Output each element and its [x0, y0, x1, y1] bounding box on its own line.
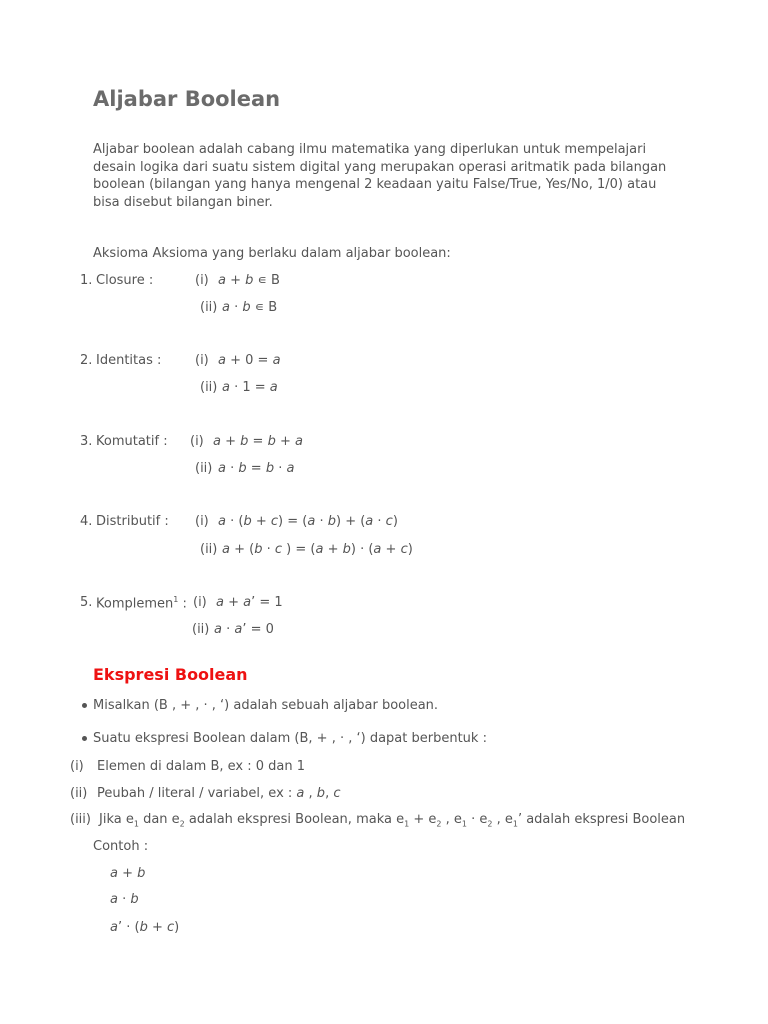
- form-number: (iii): [70, 812, 91, 827]
- subscript: 1: [461, 819, 467, 829]
- axiom-label-i: (i): [195, 353, 209, 368]
- axiom-expression-i: [218, 273, 280, 288]
- form-number: (ii): [70, 786, 88, 801]
- math-variable: a: [315, 542, 324, 557]
- math-variable: a: [272, 353, 281, 368]
- math-text: ∊ B: [250, 300, 278, 315]
- math-variable: a: [218, 353, 226, 368]
- axiom-number: 4.: [80, 514, 93, 529]
- axiom-expression-ii: [222, 300, 277, 315]
- math-text: + (: [229, 542, 255, 557]
- math-variable: b: [137, 866, 146, 881]
- math-variable: b: [245, 273, 254, 288]
- math-text: ·: [262, 542, 275, 557]
- axiom-label-ii: (ii): [200, 300, 218, 315]
- math-text: · 1 =: [229, 380, 270, 395]
- axiom-expression-i: [218, 514, 398, 529]
- math-variable: a: [243, 595, 252, 610]
- math-text: + 0 =: [225, 353, 273, 368]
- axiom-name: [96, 595, 187, 611]
- axiom-name: Identitas :: [96, 353, 162, 368]
- form-text: [97, 786, 340, 801]
- math-text: ’ · (: [117, 920, 140, 935]
- math-text: +: [147, 920, 168, 935]
- math-text: ·: [315, 514, 328, 529]
- axiom-expression-ii: [218, 461, 294, 476]
- math-variable: a: [222, 300, 230, 315]
- example-expression: [110, 892, 139, 907]
- math-variable: c: [385, 514, 393, 529]
- math-variable: a: [222, 380, 230, 395]
- example-label: Contoh :: [93, 839, 149, 854]
- math-text: , e: [441, 812, 462, 827]
- math-variable: a: [110, 866, 118, 881]
- math-variable: a: [218, 461, 226, 476]
- section-heading: Ekspresi Boolean: [93, 665, 248, 684]
- axiom-name: Distributif :: [96, 514, 169, 529]
- math-text: Peubah / literal / variabel, ex :: [97, 786, 297, 801]
- math-variable: a: [213, 434, 221, 449]
- math-text: ·: [117, 892, 131, 907]
- math-text: ) = (: [278, 514, 308, 529]
- bullet-text: Misalkan (B , + , · , ‘) adalah sebuah aljabar boolean.: [93, 698, 439, 713]
- math-variable: a: [296, 786, 305, 801]
- axiom-label-ii: (ii): [200, 542, 218, 557]
- intro-line: boolean (bilangan yang hanya mengenal 2 keadaan yaitu False/True, Yes/No, 1/0) atau: [93, 177, 657, 192]
- subscript: 1: [512, 819, 518, 829]
- math-text: ·: [221, 622, 235, 637]
- math-variable: a: [269, 380, 278, 395]
- math-text: +: [225, 273, 246, 288]
- math-variable: a: [110, 892, 118, 907]
- axiom-label-ii: (ii): [195, 461, 213, 476]
- math-variable: b: [240, 434, 249, 449]
- axiom-name: Closure :: [96, 273, 154, 288]
- math-text: +: [117, 866, 138, 881]
- axiom-label-i: (i): [195, 514, 209, 529]
- math-text: ): [174, 920, 180, 935]
- math-text: +: [323, 542, 343, 557]
- math-variable: a: [222, 542, 230, 557]
- math-variable: b: [254, 542, 263, 557]
- math-variable: a: [373, 542, 382, 557]
- subscript: 2: [436, 819, 442, 829]
- math-text: ·: [225, 461, 239, 476]
- math-variable: a: [365, 514, 374, 529]
- math-variable: b: [267, 434, 276, 449]
- math-variable: a: [307, 514, 316, 529]
- math-text: ,: [304, 786, 317, 801]
- math-text: ) + (: [335, 514, 366, 529]
- intro-line: bisa disebut bilangan biner.: [93, 194, 273, 210]
- footnote-marker: 1: [173, 595, 179, 604]
- math-text: ·: [229, 300, 243, 315]
- math-text: Elemen di dalam B, ex : 0 dan 1: [97, 759, 305, 774]
- math-text: +: [381, 542, 401, 557]
- axiom-name: Komutatif :: [96, 434, 168, 449]
- math-text: ,: [325, 786, 334, 801]
- axiom-expression-i: [218, 353, 281, 368]
- math-variable: a: [214, 622, 222, 637]
- math-variable: a: [110, 920, 118, 935]
- math-text: ) = (: [282, 542, 316, 557]
- example-expression: [110, 920, 179, 935]
- bullet-icon: [82, 703, 87, 708]
- axiom-expression-ii: [222, 542, 413, 557]
- math-variable: b: [139, 920, 148, 935]
- math-variable: b: [316, 786, 326, 801]
- math-text: ’ = 0: [242, 622, 274, 637]
- math-text: Jika e: [99, 812, 134, 827]
- bullet-text: Suatu ekspresi Boolean dalam (B, + , · , ‘) dapat berbentuk :: [93, 731, 487, 746]
- axiom-expression-i: [216, 595, 283, 610]
- math-variable: a: [295, 434, 303, 449]
- math-text: +: [251, 514, 271, 529]
- math-text: ’ = 1: [251, 595, 283, 610]
- form-number: (i): [70, 759, 84, 774]
- math-variable: b: [243, 514, 252, 529]
- axiom-label-i: (i): [195, 273, 209, 288]
- axiom-expression-ii: [214, 622, 274, 637]
- math-text: =: [248, 434, 268, 449]
- math-text: + e: [409, 812, 437, 827]
- math-variable: c: [270, 514, 279, 529]
- axiom-number: 5.: [80, 595, 93, 610]
- math-variable: a: [286, 461, 295, 476]
- math-text: =: [246, 461, 266, 476]
- math-text: ) · (: [350, 542, 374, 557]
- math-variable: c: [333, 786, 341, 801]
- math-variable: a: [234, 622, 243, 637]
- math-text: ·: [274, 461, 287, 476]
- math-text: · e: [466, 812, 488, 827]
- axiom-expression-ii: [222, 380, 278, 395]
- axiom-label-ii: (ii): [200, 380, 218, 395]
- axiom-number: 3.: [80, 434, 93, 449]
- math-variable: b: [327, 514, 336, 529]
- math-text: ·: [373, 514, 386, 529]
- intro-line: desain logika dari suatu sistem digital yang merupakan operasi aritmatik pada bilangan: [93, 159, 667, 175]
- subscript: 2: [487, 819, 493, 829]
- math-variable: c: [167, 920, 175, 935]
- math-text: ): [392, 514, 398, 529]
- math-text: +: [275, 434, 296, 449]
- math-text: ’ adalah ekspresi Boolean: [517, 812, 686, 827]
- axiom-label-i: (i): [193, 595, 207, 610]
- form-text: [99, 812, 685, 829]
- math-variable: b: [242, 300, 251, 315]
- axiom-label-i: (i): [190, 434, 204, 449]
- axiom-number: 2.: [80, 353, 93, 368]
- axiom-expression-i: [213, 434, 303, 449]
- math-variable: b: [238, 461, 247, 476]
- math-variable: b: [130, 892, 139, 907]
- math-variable: b: [265, 461, 275, 476]
- math-variable: a: [218, 514, 226, 529]
- math-text: ∊ B: [253, 273, 280, 288]
- subscript: 1: [404, 819, 410, 829]
- math-variable: c: [274, 542, 283, 557]
- math-text: +: [220, 434, 241, 449]
- math-text: dan e: [138, 812, 180, 827]
- page-title: Aljabar Boolean: [93, 87, 281, 111]
- intro-line: Aljabar boolean adalah cabang ilmu matematika yang diperlukan untuk mempelajari: [93, 142, 647, 157]
- axiom-name-text: Komplemen: [96, 596, 174, 612]
- axiom-number: 1.: [80, 273, 93, 288]
- math-text: +: [223, 595, 244, 610]
- subscript: 1: [133, 819, 139, 829]
- math-text: · (: [225, 514, 244, 529]
- math-variable: a: [216, 595, 224, 610]
- math-text: ): [407, 542, 413, 557]
- math-text: adalah ekspresi Boolean, maka e: [184, 812, 405, 827]
- bullet-icon: [82, 736, 87, 741]
- math-variable: c: [400, 542, 408, 557]
- axiom-label-ii: (ii): [192, 622, 210, 637]
- math-text: , e: [492, 812, 513, 827]
- axioms-heading: Aksioma Aksioma yang berlaku dalam aljabar boolean:: [93, 246, 451, 261]
- math-variable: a: [218, 273, 226, 288]
- axiom-name-tail: :: [178, 596, 187, 612]
- intro-paragraph: [93, 141, 673, 211]
- example-expression: [110, 866, 145, 881]
- math-variable: b: [342, 542, 351, 557]
- form-text: [97, 759, 305, 774]
- subscript: 2: [179, 819, 185, 829]
